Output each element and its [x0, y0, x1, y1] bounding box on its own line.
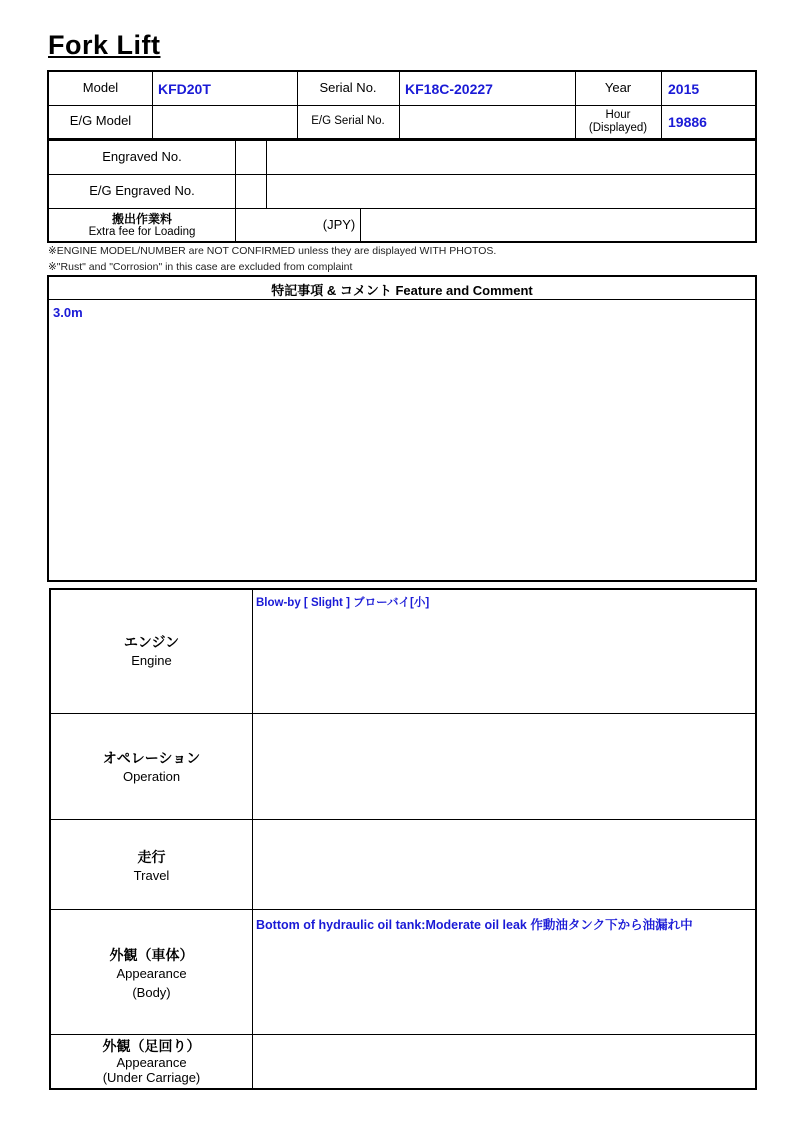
- extra-fee-label-jp: 搬出作業料: [111, 211, 172, 226]
- engraved-table: [47, 139, 757, 243]
- engine-comment: Blow-by [ Slight ] ブローバイ[小]: [256, 597, 430, 609]
- engraved-label: Engraved No.: [102, 149, 182, 165]
- eg-model-label: E/G Model: [69, 113, 132, 129]
- serial-label: Serial No.: [319, 80, 377, 96]
- feature-heading: 特記事項 & コメント Feature and Comment: [271, 283, 533, 298]
- extra-fee-label-en: Extra fee for Loading: [88, 225, 196, 238]
- feature-box: [47, 275, 757, 582]
- inspection-table: [49, 588, 757, 1090]
- year-value: 2015: [668, 80, 700, 97]
- category-appearance-body-en: Appearance: [116, 966, 187, 982]
- note-engine-confirm: ※ENGINE MODEL/NUMBER are NOT CONFIRMED unless they are displayed WITH PHOTOS.: [48, 245, 497, 257]
- category-operation-jp: オペレーション: [102, 750, 201, 766]
- eg-engraved-label: E/G Engraved No.: [89, 182, 195, 198]
- category-engine-en: Engine: [131, 653, 172, 669]
- category-appearance-body: [51, 945, 252, 1003]
- hour-label-line1: Hour: [605, 108, 631, 121]
- appearance-body-comment: Bottom of hydraulic oil tank:Moderate oil leak 作動油タンク下から油漏れ中: [256, 918, 693, 932]
- serial-value: KF18C-20227: [405, 80, 493, 97]
- hour-label-line2: (Displayed): [588, 121, 648, 134]
- category-travel-jp: 走行: [137, 849, 166, 865]
- extra-fee-label: [49, 208, 235, 243]
- year-label: Year: [604, 80, 632, 96]
- feature-text: 3.0m: [53, 305, 83, 320]
- hour-label: [575, 105, 661, 138]
- category-engine: [51, 632, 252, 671]
- category-appearance-under: [51, 1038, 252, 1086]
- model-value: KFD20T: [158, 80, 211, 97]
- category-appearance-under-en2: (Under Carriage): [102, 1070, 201, 1086]
- category-appearance-under-jp: 外観（足回り）: [102, 1038, 201, 1054]
- category-appearance-under-en: Appearance: [116, 1054, 187, 1070]
- category-appearance-body-jp: 外観（車体）: [109, 947, 194, 963]
- note-rust: ※"Rust" and "Corrosion" in this case are excluded from complaint: [48, 261, 353, 273]
- model-label: Model: [82, 80, 119, 96]
- spec-table: [47, 70, 757, 140]
- eg-serial-label: E/G Serial No.: [311, 115, 385, 128]
- hour-value: 19886: [668, 113, 707, 130]
- category-travel: [51, 847, 252, 886]
- category-operation-en: Operation: [122, 769, 181, 785]
- category-travel-en: Travel: [133, 868, 170, 884]
- extra-fee-unit: (JPY): [322, 217, 356, 233]
- category-operation: [51, 748, 252, 787]
- category-appearance-body-en2: (Body): [132, 985, 171, 1001]
- category-engine-jp: エンジン: [123, 634, 180, 650]
- page-title: Fork Lift: [48, 30, 161, 60]
